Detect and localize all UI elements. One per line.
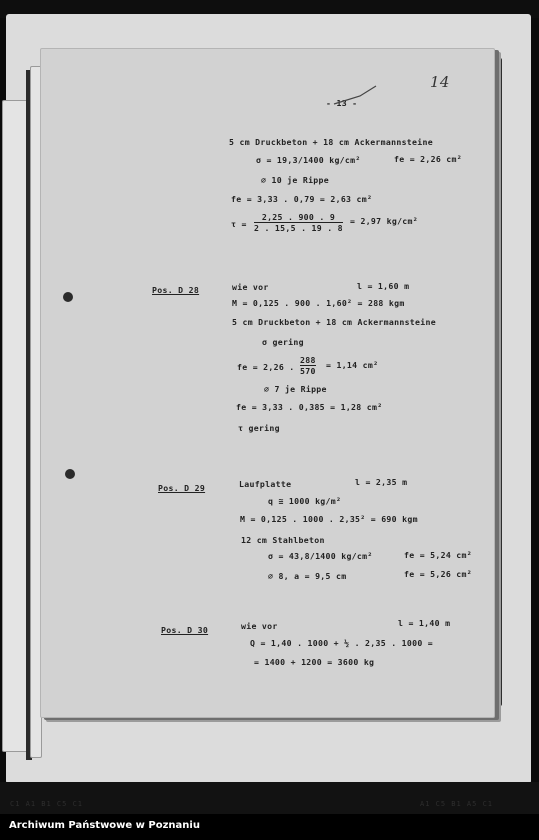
block3-fe-required: fe = 5,24 cm² xyxy=(404,550,472,560)
block2-fe-prefix: fe = 2,26 . xyxy=(237,362,295,372)
block3-sigma: σ = 43,8/1400 kg/cm² xyxy=(268,551,373,561)
block2-fe-numerator: 288 xyxy=(300,355,316,365)
block1-tau-denominator: 2 . 15,5 . 19 . 8 xyxy=(254,223,343,234)
block3-length: l = 2,35 m xyxy=(355,477,408,487)
handwritten-page-number: 14 xyxy=(430,73,450,91)
block4-q-line: Q = 1,40 . 1000 + ½ . 2,35 . 1000 = xyxy=(250,638,434,648)
block2-fe-calc: fe = 3,33 . 0,385 = 1,28 cm² xyxy=(236,402,383,412)
block1-tau-prefix: τ = xyxy=(231,219,247,229)
block4-q-result: = 1400 + 1200 = 3600 kg xyxy=(254,657,375,667)
handwritten-tick-mark xyxy=(330,82,380,112)
block4-line1: wie vor xyxy=(241,621,278,631)
pos-d28-label: Pos. D 28 xyxy=(152,285,200,295)
block3-line1: Laufplatte xyxy=(239,479,292,489)
block1-tau-result: = 2,97 kg/cm² xyxy=(350,216,418,226)
block1-fe: fe = 2,26 cm² xyxy=(394,154,462,164)
block3-moment: M = 0,125 . 1000 . 2,35² = 690 kgm xyxy=(240,514,418,524)
page-number: - 13 - xyxy=(326,98,358,108)
block2-moment: M = 0,125 . 900 . 1,60² = 288 kgm xyxy=(232,298,405,308)
stack-leaf xyxy=(2,100,28,752)
block1-rebar: ∅ 10 je Rippe xyxy=(261,175,329,185)
pos-d29-label: Pos. D 29 xyxy=(158,483,206,493)
punch-hole xyxy=(65,469,75,479)
block1-tau-fraction xyxy=(254,213,343,232)
pos-d30-label: Pos. D 30 xyxy=(161,625,209,635)
block1-fe-calc: fe = 3,33 . 0,79 = 2,63 cm² xyxy=(231,194,373,204)
block2-length: l = 1,60 m xyxy=(357,281,410,291)
film-code-left: C1 A1 B1 C5 C1 xyxy=(10,800,84,808)
block2-fe-fraction xyxy=(300,356,316,375)
block1-line1: 5 cm Druckbeton + 18 cm Ackermannsteine xyxy=(229,137,433,147)
punch-hole xyxy=(63,292,73,302)
block2-fe-denominator: 570 xyxy=(300,366,316,377)
block2-rebar: ∅ 7 je Rippe xyxy=(264,384,327,394)
film-strip-bottom xyxy=(0,782,539,814)
film-code-right: A1 C5 B1 A5 C1 xyxy=(420,800,494,808)
page-stack-edges xyxy=(2,60,42,760)
block2-sigma: σ gering xyxy=(262,337,304,347)
block3-fe-provided: fe = 5,26 cm² xyxy=(404,569,472,579)
footer-bar xyxy=(0,814,539,840)
block2-fe-result: = 1,14 cm² xyxy=(326,360,379,370)
block3-load: q ≅ 1000 kg/m² xyxy=(268,496,342,506)
block1-tau-numerator: 2,25 . 900 . 9 xyxy=(254,213,343,223)
block2-line3: 5 cm Druckbeton + 18 cm Ackermannsteine xyxy=(232,317,436,327)
block3-line4: 12 cm Stahlbeton xyxy=(241,535,325,545)
archive-name: Archiwum Państwowe w Poznaniu xyxy=(9,820,200,831)
block3-rebar: ∅ 8, a = 9,5 cm xyxy=(268,571,347,581)
block2-tau: τ gering xyxy=(238,423,280,433)
block1-sigma: σ = 19,3/1400 kg/cm² xyxy=(256,155,361,165)
block2-line1: wie vor xyxy=(232,282,269,292)
block4-length: l = 1,40 m xyxy=(398,618,451,628)
